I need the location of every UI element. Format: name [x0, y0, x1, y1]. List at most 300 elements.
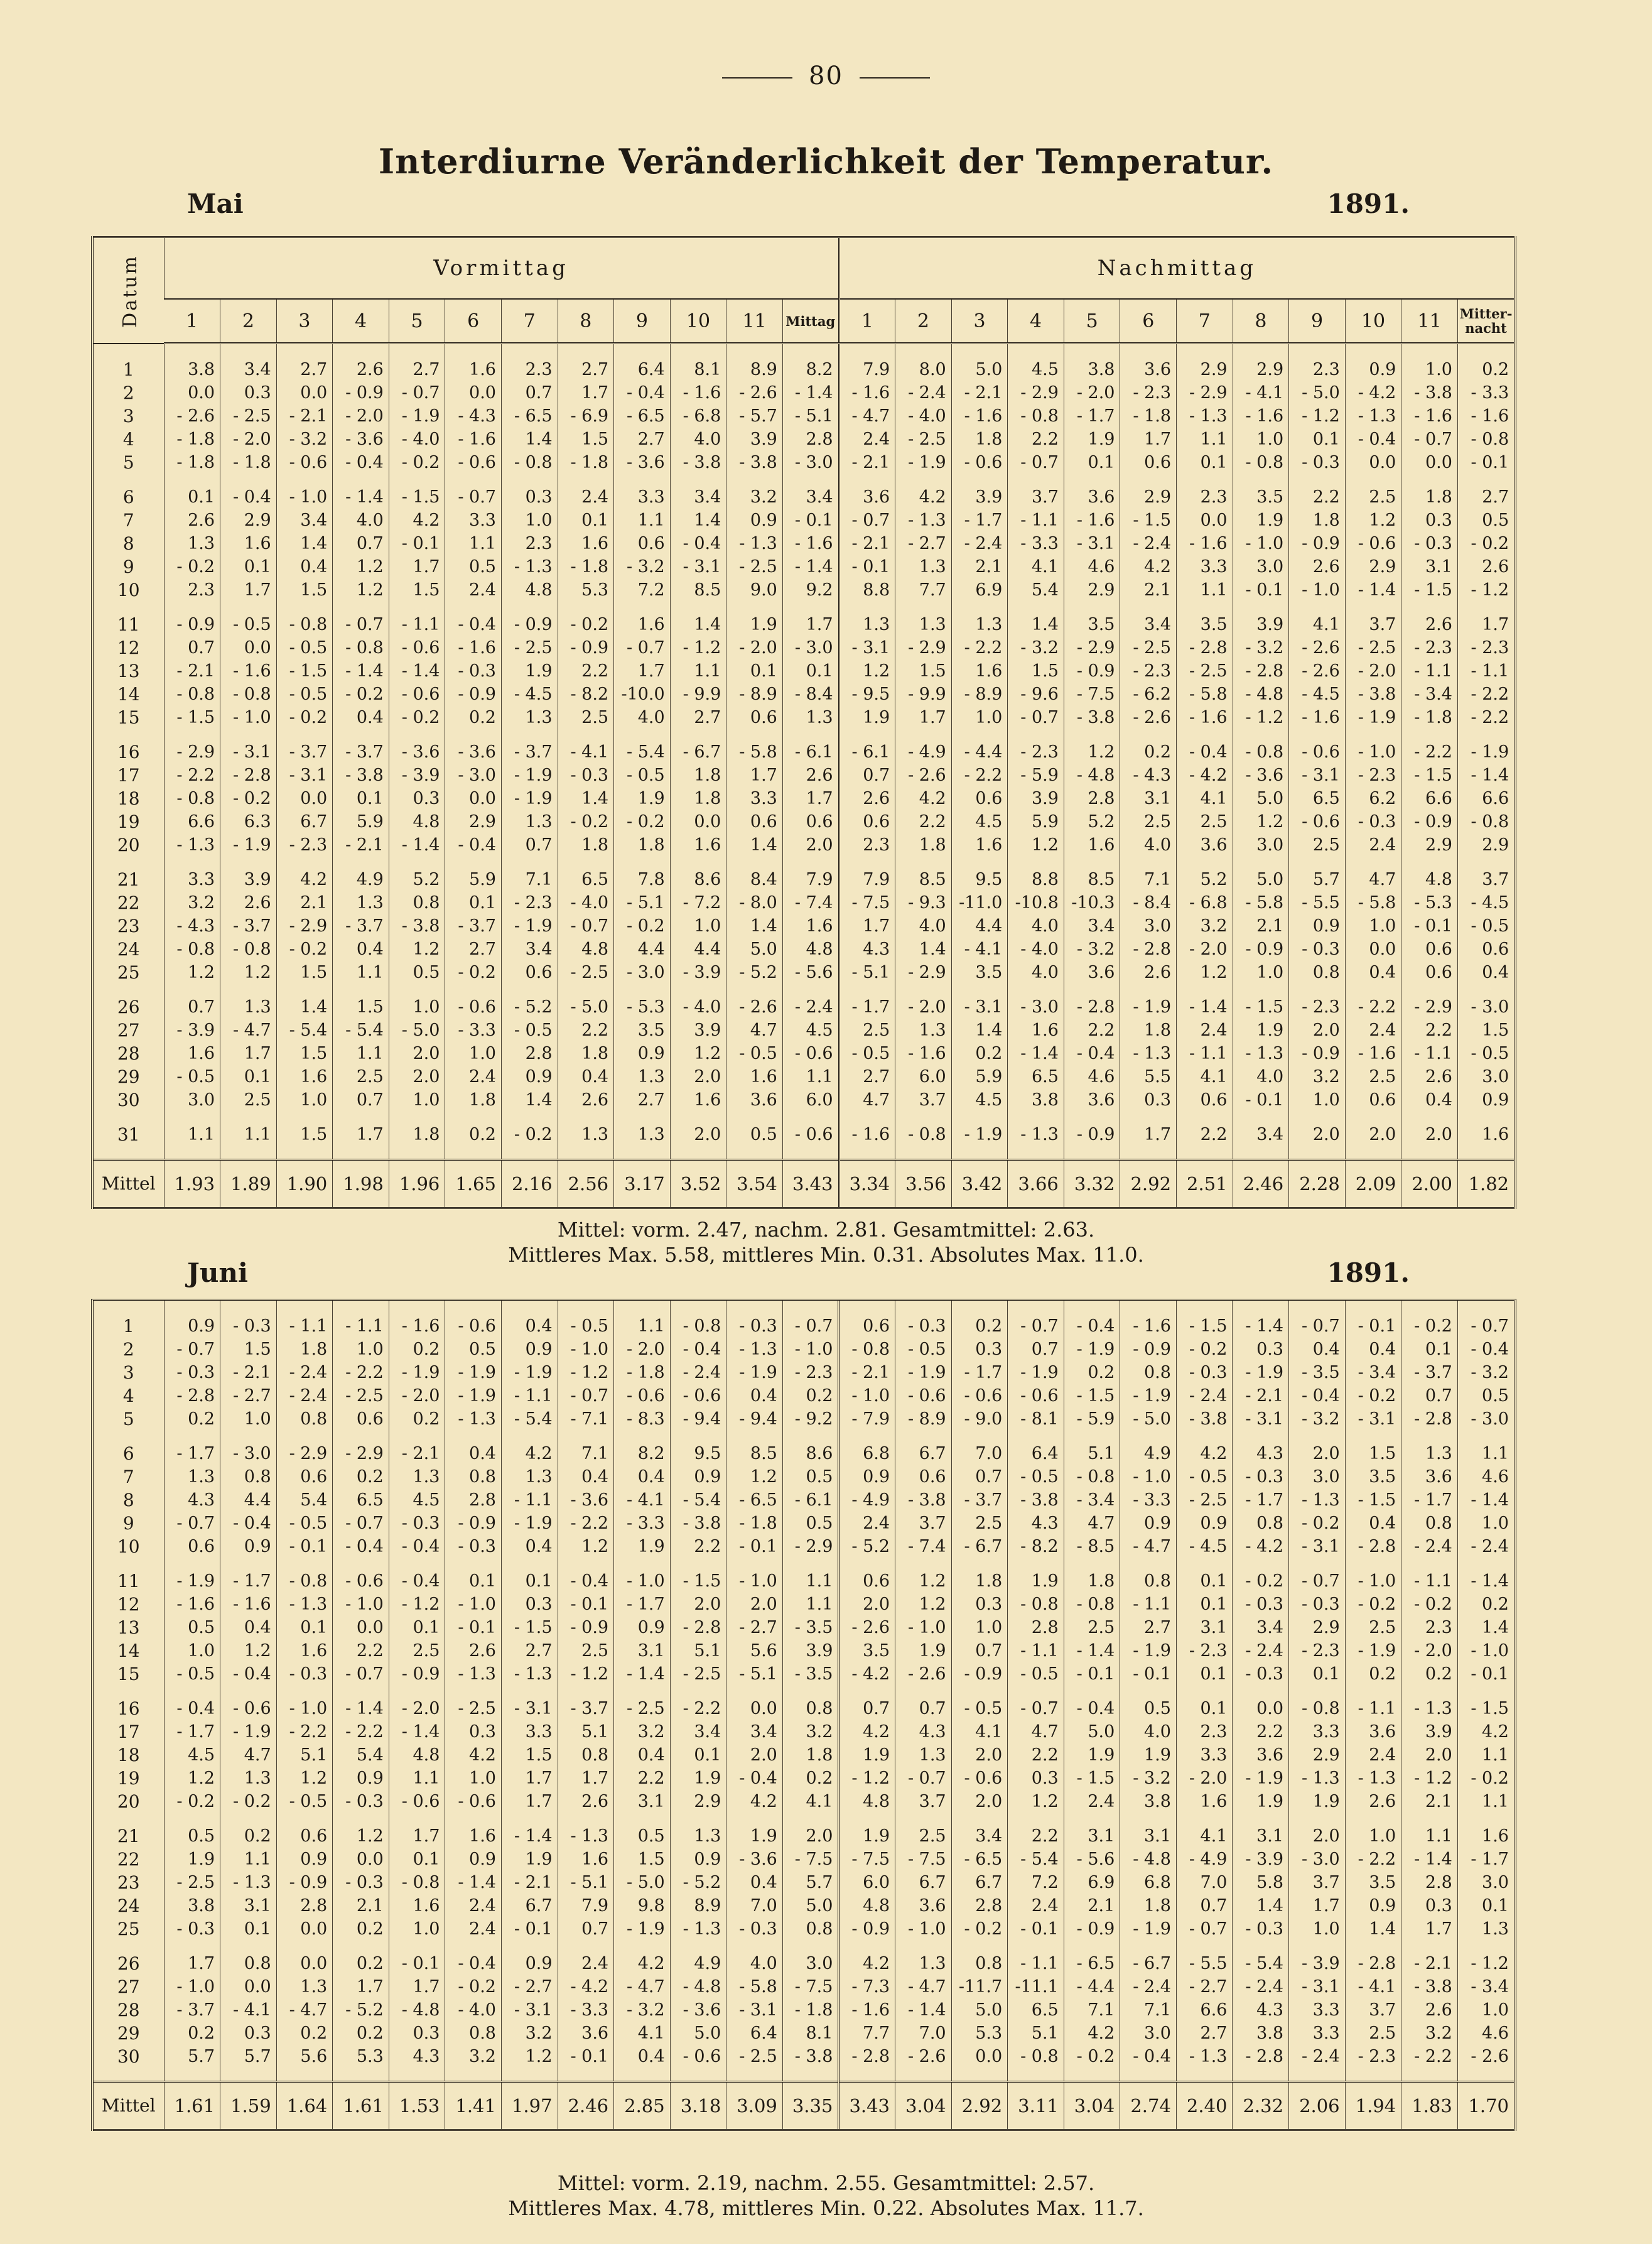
value-cell: - 3.2 — [614, 1998, 671, 2022]
value-cell: 1.7 — [389, 1975, 445, 1998]
value-cell: 0.1 — [670, 1743, 726, 1767]
value-cell: 1.7 — [1401, 1917, 1458, 1941]
value-cell: - 0.2 — [1401, 1301, 1458, 1338]
value-cell: - 0.8 — [276, 1558, 333, 1593]
value-cell: 7.7 — [895, 578, 952, 602]
value-cell: 2.6 — [1401, 602, 1458, 636]
table-row — [94, 1975, 1514, 1998]
value-cell: 1.9 — [1008, 1558, 1064, 1593]
value-cell: - 7.5 — [839, 1848, 895, 1871]
value-cell: 6.4 — [726, 2022, 783, 2045]
spacer-cell — [614, 2068, 671, 2082]
value-cell: - 3.1 — [1289, 1535, 1346, 1558]
value-cell: 1.7 — [782, 602, 839, 636]
value-cell: 0.6 — [1120, 451, 1177, 474]
value-cell: - 1.0 — [558, 1338, 614, 1361]
value-cell: - 0.6 — [389, 1790, 445, 1813]
mean-value: 2.56 — [558, 1160, 614, 1208]
value-cell: 2.2 — [1008, 428, 1064, 451]
value-cell: 3.1 — [614, 1639, 671, 1662]
table-row — [94, 555, 1514, 578]
value-cell: - 0.2 — [1289, 1512, 1346, 1535]
value-cell: - 3.8 — [670, 1512, 726, 1535]
value-cell: - 6.8 — [1177, 891, 1233, 914]
value-cell: 2.5 — [839, 1019, 895, 1042]
value-cell: 3.0 — [1457, 1065, 1514, 1088]
value-cell: - 2.1 — [1233, 1384, 1289, 1407]
value-cell: 7.8 — [614, 857, 671, 891]
value-cell: - 1.7 — [1233, 1488, 1289, 1512]
value-cell: - 0.4 — [1177, 729, 1233, 764]
value-cell: 1.6 — [445, 344, 502, 382]
value-cell: - 0.2 — [276, 706, 333, 729]
day-cell: 14 — [117, 1640, 140, 1661]
value-cell: - 1.0 — [445, 1593, 502, 1616]
value-cell: - 0.3 — [726, 1301, 783, 1338]
value-cell: 1.7 — [726, 764, 783, 787]
value-cell: 0.7 — [951, 1639, 1008, 1662]
mean-value: 1.61 — [333, 2082, 389, 2130]
value-cell: - 0.7 — [558, 914, 614, 938]
value-cell: 0.9 — [1345, 1894, 1401, 1917]
value-cell: 4.8 — [501, 578, 558, 602]
mean-value: 1.64 — [276, 2082, 333, 2130]
value-cell: 2.8 — [1064, 787, 1120, 810]
value-cell: - 1.0 — [276, 1686, 333, 1720]
value-cell: - 1.9 — [1120, 1917, 1177, 1941]
juni-summary-line-2: Mittleres Max. 4.78, mittleres Min. 0.22. Absolutes Max. 11.7. — [508, 2196, 1144, 2220]
value-cell: 1.5 — [276, 1112, 333, 1146]
value-cell: 6.5 — [558, 857, 614, 891]
value-cell: 1.0 — [164, 1639, 220, 1662]
value-cell: 0.8 — [220, 1941, 277, 1975]
value-cell: 2.0 — [1289, 1813, 1346, 1848]
value-cell: 2.9 — [1289, 1743, 1346, 1767]
value-cell: 0.4 — [445, 1431, 502, 1465]
value-cell: 0.2 — [1064, 1361, 1120, 1384]
day-cell: 4 — [122, 1385, 134, 1406]
value-cell: 1.3 — [276, 1975, 333, 1998]
value-cell: 1.9 — [670, 1767, 726, 1790]
value-cell: - 0.8 — [1233, 729, 1289, 764]
value-cell: 1.3 — [614, 1065, 671, 1088]
value-cell: - 4.1 — [220, 1998, 277, 2022]
value-cell: - 2.8 — [1177, 636, 1233, 659]
value-cell: 2.6 — [220, 891, 277, 914]
spacer-cell — [389, 1146, 445, 1160]
value-cell: - 0.5 — [1457, 1042, 1514, 1065]
spacer-cell — [895, 1146, 952, 1160]
value-cell: 1.6 — [951, 659, 1008, 683]
day-cell: 31 — [117, 1124, 140, 1145]
table-row — [94, 706, 1514, 729]
value-cell: 0.4 — [1457, 961, 1514, 984]
value-cell: 3.7 — [1345, 1998, 1401, 2022]
value-cell: 1.3 — [782, 706, 839, 729]
value-cell: - 3.7 — [333, 914, 389, 938]
value-cell: 0.3 — [389, 2022, 445, 2045]
value-cell: 3.8 — [164, 344, 220, 382]
value-cell: 5.0 — [951, 1998, 1008, 2022]
value-cell: - 0.5 — [164, 1065, 220, 1088]
value-cell: - 0.3 — [445, 1535, 502, 1558]
value-cell: 1.0 — [1457, 1998, 1514, 2022]
value-cell: 1.1 — [1177, 428, 1233, 451]
day-cell: 19 — [117, 1768, 140, 1789]
value-cell: - 3.5 — [782, 1616, 839, 1639]
day-cell: 3 — [122, 406, 134, 426]
value-cell: 2.4 — [445, 1065, 502, 1088]
value-cell: 0.2 — [333, 2022, 389, 2045]
value-cell: - 1.6 — [895, 1042, 952, 1065]
value-cell: 2.7 — [501, 1639, 558, 1662]
value-cell: 0.0 — [333, 1616, 389, 1639]
value-cell: 1.2 — [670, 1042, 726, 1065]
value-cell: - 0.7 — [839, 509, 895, 532]
value-cell: - 2.9 — [1401, 984, 1458, 1019]
value-cell: - 1.4 — [1064, 1639, 1120, 1662]
value-cell: - 1.1 — [1401, 1558, 1458, 1593]
value-cell: 6.4 — [614, 344, 671, 382]
mean-value: 1.41 — [445, 2082, 502, 2130]
value-cell: 4.0 — [1233, 1065, 1289, 1088]
value-cell: 0.0 — [445, 787, 502, 810]
value-cell: - 2.9 — [1008, 381, 1064, 404]
value-cell: 5.5 — [1120, 1065, 1177, 1088]
value-cell: 0.8 — [782, 1917, 839, 1941]
value-cell: 4.2 — [1120, 555, 1177, 578]
value-cell: 1.0 — [1233, 428, 1289, 451]
table-row — [94, 1512, 1514, 1535]
value-cell: 2.0 — [389, 1065, 445, 1088]
value-cell: 4.4 — [670, 938, 726, 961]
value-cell: 4.7 — [1008, 1720, 1064, 1743]
day-cell: 20 — [117, 1791, 140, 1812]
value-cell: - 0.1 — [1233, 578, 1289, 602]
value-cell: - 4.8 — [1064, 764, 1120, 787]
value-cell: - 3.0 — [1289, 1848, 1346, 1871]
value-cell: - 2.2 — [670, 1686, 726, 1720]
value-cell: 4.1 — [1177, 1065, 1233, 1088]
value-cell: - 0.2 — [164, 555, 220, 578]
vormittag-header: Vormittag — [164, 237, 839, 300]
value-cell: - 5.4 — [1233, 1941, 1289, 1975]
value-cell: 2.4 — [1008, 1894, 1064, 1917]
day-cell: 2 — [122, 382, 134, 403]
mai-summary-line-2: Mittleres Max. 5.58, mittleres Min. 0.31. Absolutes Max. 11.0. — [508, 1243, 1144, 1267]
value-cell: - 3.9 — [389, 764, 445, 787]
value-cell: 3.6 — [1120, 344, 1177, 382]
value-cell: 3.7 — [1008, 474, 1064, 509]
value-cell: 2.2 — [1008, 1743, 1064, 1767]
value-cell: - 1.5 — [1401, 578, 1458, 602]
table-row — [94, 1848, 1514, 1871]
value-cell: - 0.4 — [389, 1558, 445, 1593]
value-cell: - 1.8 — [164, 428, 220, 451]
value-cell: - 3.0 — [220, 1431, 277, 1465]
value-cell: - 0.1 — [726, 1535, 783, 1558]
spacer-cell — [1064, 2068, 1120, 2082]
value-cell: - 4.0 — [670, 984, 726, 1019]
value-cell: - 2.9 — [1064, 636, 1120, 659]
value-cell: - 3.1 — [951, 984, 1008, 1019]
value-cell: 6.3 — [220, 810, 277, 833]
mean-value: 2.92 — [951, 2082, 1008, 2130]
value-cell: - 0.2 — [1401, 1593, 1458, 1616]
value-cell: - 1.7 — [220, 1558, 277, 1593]
value-cell: - 2.9 — [276, 914, 333, 938]
value-cell: - 3.4 — [1401, 683, 1458, 706]
value-cell: - 0.9 — [276, 1871, 333, 1894]
value-cell: - 2.2 — [333, 1720, 389, 1743]
value-cell: 4.8 — [1401, 857, 1458, 891]
value-cell: 2.0 — [951, 1743, 1008, 1767]
table-row — [94, 1558, 1514, 1593]
value-cell: 0.2 — [1457, 344, 1514, 382]
spacer-cell — [1457, 2068, 1514, 2082]
value-cell: 1.1 — [389, 1767, 445, 1790]
value-cell: 7.2 — [614, 578, 671, 602]
value-cell: 7.2 — [1008, 1871, 1064, 1894]
mean-row — [94, 2082, 1514, 2130]
value-cell: 3.1 — [1176, 1616, 1233, 1639]
value-cell: 3.2 — [164, 891, 220, 914]
value-cell: 0.7 — [839, 1686, 895, 1720]
value-cell: 0.4 — [220, 1616, 277, 1639]
value-cell: 9.8 — [614, 1894, 671, 1917]
value-cell: - 3.7 — [164, 1998, 220, 2022]
value-cell: - 1.0 — [782, 1338, 839, 1361]
spacer-cell — [389, 2068, 445, 2082]
value-cell: - 0.1 — [389, 1941, 445, 1975]
value-cell: 7.0 — [1176, 1871, 1233, 1894]
value-cell: 1.8 — [1289, 509, 1346, 532]
value-cell: 5.1 — [670, 1639, 726, 1662]
value-cell: - 4.1 — [951, 938, 1008, 961]
table-row — [94, 474, 1514, 509]
spacer-cell — [276, 1146, 333, 1160]
value-cell: 0.8 — [558, 1743, 614, 1767]
day-cell: 22 — [117, 892, 140, 913]
table-row — [94, 602, 1514, 636]
value-cell: 8.8 — [839, 578, 895, 602]
value-cell: - 1.9 — [1064, 1338, 1120, 1361]
value-cell: 5.1 — [1064, 1431, 1120, 1465]
value-cell: 0.2 — [389, 1407, 445, 1431]
value-cell: - 0.2 — [614, 914, 671, 938]
value-cell: 0.6 — [164, 1535, 220, 1558]
value-cell: 0.6 — [839, 1558, 895, 1593]
value-cell: - 2.4 — [895, 381, 952, 404]
value-cell: - 2.9 — [895, 636, 952, 659]
value-cell: 3.0 — [1233, 833, 1289, 857]
value-cell: 1.3 — [895, 602, 952, 636]
value-cell: - 5.3 — [1401, 891, 1458, 914]
value-cell: - 6.5 — [726, 1488, 783, 1512]
hour-header: 1 — [164, 299, 220, 344]
day-cell: 23 — [117, 916, 140, 936]
value-cell: - 0.1 — [782, 509, 839, 532]
value-cell: - 0.6 — [333, 1558, 389, 1593]
value-cell: - 1.0 — [1233, 532, 1289, 555]
value-cell: 0.1 — [501, 1558, 558, 1593]
value-cell: 0.1 — [1289, 428, 1346, 451]
value-cell: - 3.2 — [1289, 1407, 1346, 1431]
value-cell: - 3.8 — [389, 914, 445, 938]
value-cell: 3.6 — [1177, 833, 1233, 857]
value-cell: - 6.5 — [501, 404, 558, 428]
value-cell: 5.9 — [333, 810, 389, 833]
value-cell: - 4.9 — [1176, 1848, 1233, 1871]
value-cell: 0.8 — [1289, 961, 1346, 984]
spacer-cell — [220, 2068, 277, 2082]
mean-label: Mittel — [94, 1160, 164, 1208]
value-cell: - 0.2 — [1233, 1558, 1289, 1593]
hour-header: 3 — [951, 299, 1008, 344]
value-cell: - 0.7 — [895, 1767, 952, 1790]
value-cell: 4.5 — [951, 1088, 1008, 1112]
value-cell: 0.9 — [614, 1042, 671, 1065]
value-cell: 2.7 — [445, 938, 502, 961]
value-cell: 0.7 — [951, 1465, 1008, 1488]
value-cell: 1.1 — [670, 659, 726, 683]
value-cell: 3.2 — [614, 1720, 671, 1743]
value-cell: - 1.4 — [1177, 984, 1233, 1019]
value-cell: 1.0 — [445, 1767, 502, 1790]
value-cell: - 1.3 — [1401, 1686, 1458, 1720]
value-cell: 2.2 — [670, 1535, 726, 1558]
value-cell: - 4.2 — [1233, 1535, 1289, 1558]
value-cell: 2.7 — [614, 1088, 671, 1112]
value-cell: - 3.3 — [1120, 1488, 1177, 1512]
value-cell: 2.0 — [839, 1593, 895, 1616]
value-cell: 0.5 — [1120, 1686, 1177, 1720]
value-cell: - 0.9 — [164, 602, 220, 636]
table-row — [94, 1301, 1514, 1338]
value-cell: - 0.5 — [276, 636, 333, 659]
value-cell: 1.5 — [614, 1848, 671, 1871]
value-cell: 1.4 — [1233, 1894, 1289, 1917]
spacer-cell — [726, 2068, 783, 2082]
value-cell: - 2.5 — [333, 1384, 389, 1407]
value-cell: - 1.9 — [445, 1384, 502, 1407]
value-cell: - 0.3 — [1289, 451, 1346, 474]
value-cell: 6.4 — [1008, 1431, 1064, 1465]
value-cell: 5.7 — [782, 1871, 839, 1894]
value-cell: 5.0 — [1233, 857, 1289, 891]
value-cell: 0.2 — [1457, 1593, 1514, 1616]
value-cell: - 3.2 — [1457, 1361, 1514, 1384]
value-cell: 3.5 — [951, 961, 1008, 984]
value-cell: 0.7 — [501, 833, 558, 857]
day-cell: 20 — [117, 835, 140, 855]
value-cell: - 1.8 — [164, 451, 220, 474]
value-cell: - 0.8 — [164, 787, 220, 810]
value-cell: - 0.3 — [389, 1512, 445, 1535]
value-cell: 2.0 — [1289, 1019, 1346, 1042]
value-cell: - 9.9 — [895, 683, 952, 706]
value-cell: - 4.1 — [1345, 1975, 1401, 1998]
value-cell: - 0.2 — [164, 1790, 220, 1813]
value-cell: 1.6 — [1457, 1112, 1514, 1146]
value-cell: 0.5 — [164, 1616, 220, 1639]
value-cell: 3.5 — [1177, 602, 1233, 636]
value-cell: 1.3 — [895, 555, 952, 578]
value-cell: - 6.5 — [614, 404, 671, 428]
day-cell: 12 — [117, 637, 140, 658]
value-cell: 0.9 — [1345, 344, 1401, 382]
value-cell: 0.7 — [1008, 1338, 1064, 1361]
value-cell: 5.9 — [445, 857, 502, 891]
value-cell: 3.6 — [1233, 1743, 1289, 1767]
value-cell: 1.0 — [951, 1616, 1008, 1639]
value-cell: - 5.8 — [1233, 891, 1289, 914]
value-cell: 1.6 — [164, 1042, 220, 1065]
value-cell: 1.1 — [782, 1558, 839, 1593]
value-cell: - 0.8 — [1457, 810, 1514, 833]
value-cell: 2.7 — [276, 344, 333, 382]
value-cell: 1.7 — [782, 787, 839, 810]
value-cell: 7.7 — [839, 2022, 895, 2045]
value-cell: 0.1 — [164, 474, 220, 509]
value-cell: 2.8 — [501, 1042, 558, 1065]
value-cell: 9.2 — [782, 578, 839, 602]
value-cell: - 6.2 — [1120, 683, 1177, 706]
value-cell: - 3.2 — [1064, 938, 1120, 961]
value-cell: 5.4 — [333, 1743, 389, 1767]
value-cell: 1.8 — [1401, 474, 1458, 509]
value-cell: - 2.1 — [839, 451, 895, 474]
value-cell: - 9.3 — [895, 891, 952, 914]
value-cell: - 4.7 — [895, 1975, 952, 1998]
value-cell: - 4.8 — [389, 1998, 445, 2022]
value-cell: 0.1 — [1176, 1558, 1233, 1593]
hour-header: 11 — [726, 299, 783, 344]
value-cell: 0.1 — [389, 1848, 445, 1871]
value-cell: 0.3 — [951, 1338, 1008, 1361]
value-cell: - 1.4 — [782, 555, 839, 578]
value-cell: 1.7 — [614, 659, 671, 683]
value-cell: 1.6 — [558, 532, 614, 555]
value-cell: 2.5 — [1345, 1616, 1401, 1639]
value-cell: 1.2 — [333, 555, 389, 578]
value-cell: 0.2 — [445, 1112, 502, 1146]
value-cell: 6.0 — [895, 1065, 952, 1088]
value-cell: 4.2 — [276, 857, 333, 891]
page-number: 80 — [0, 62, 1652, 90]
rule-left — [722, 77, 792, 79]
value-cell: - 0.2 — [558, 602, 614, 636]
value-cell: 1.8 — [558, 833, 614, 857]
value-cell: - 3.0 — [1457, 984, 1514, 1019]
value-cell: - 2.8 — [1064, 984, 1120, 1019]
value-cell: - 0.8 — [1064, 1465, 1120, 1488]
value-cell: 3.7 — [895, 1790, 952, 1813]
value-cell: - 0.9 — [1064, 659, 1120, 683]
value-cell: 0.2 — [1345, 1662, 1401, 1686]
value-cell: 7.9 — [558, 1894, 614, 1917]
value-cell: - 2.2 — [1457, 706, 1514, 729]
day-cell: 19 — [117, 811, 140, 832]
mean-value: 1.97 — [501, 2082, 558, 2130]
value-cell: 0.5 — [164, 1813, 220, 1848]
value-cell: - 1.1 — [1177, 1042, 1233, 1065]
value-cell: - 0.1 — [1064, 1662, 1120, 1686]
value-cell: - 3.0 — [782, 451, 839, 474]
value-cell: 0.0 — [333, 1848, 389, 1871]
table-row — [94, 1488, 1514, 1512]
value-cell: 3.6 — [1064, 961, 1120, 984]
